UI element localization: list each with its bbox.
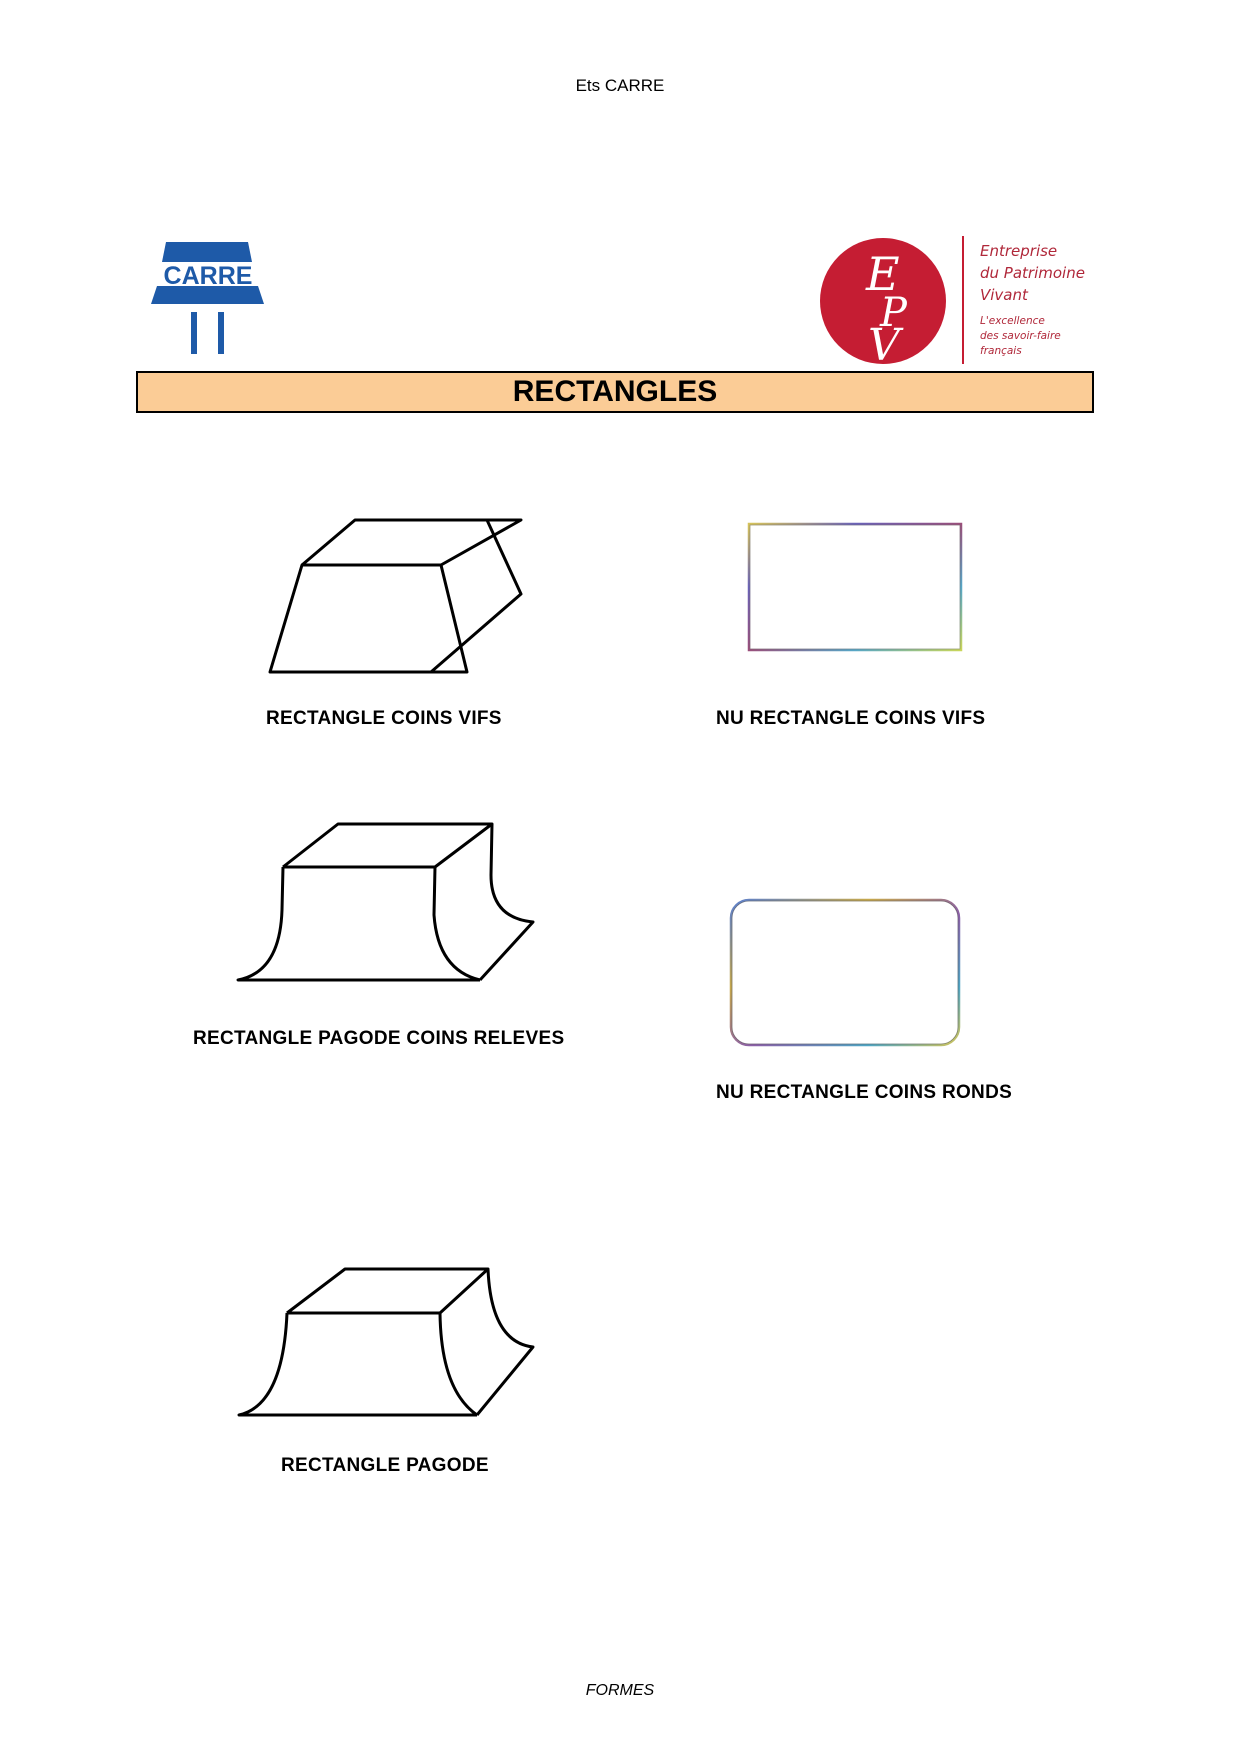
epv-name-line-2: du Patrimoine — [980, 264, 1085, 282]
caption-nu-rectangle-coins-ronds: NU RECTANGLE COINS RONDS — [716, 1082, 1013, 1103]
epv-name-line-3: Vivant — [980, 286, 1028, 304]
carre-logo — [150, 242, 272, 354]
carre-logo-graphic — [150, 242, 272, 354]
epv-circle — [820, 238, 946, 364]
rectangle-coins-vifs-drawing — [260, 510, 530, 680]
epv-logo — [820, 236, 1100, 366]
caption-rectangle-coins-vifs: RECTANGLE COINS VIFS — [266, 708, 502, 729]
epv-letter-p: P — [880, 290, 907, 336]
rectangle-pagode-drawing — [235, 1265, 545, 1425]
page-header: Ets CARRE — [575, 76, 665, 95]
epv-text — [980, 240, 1085, 359]
caption-rectangle-pagode: RECTANGLE PAGODE — [281, 1455, 489, 1476]
page-footer: FORMES — [585, 1682, 655, 1699]
epv-tagline-line-3: français — [980, 345, 1022, 357]
epv-name-line-1: Entreprise — [980, 242, 1058, 260]
epv-tagline-line-2: des savoir-faire — [980, 330, 1061, 342]
carre-logo-text: CARRE — [163, 262, 253, 290]
caption-rectangle-pagode-coins-releves: RECTANGLE PAGODE COINS RELEVES — [193, 1028, 565, 1049]
epv-letter-e: E — [866, 247, 900, 301]
page-title: RECTANGLES — [136, 371, 1094, 413]
nu-rectangle-coins-ronds-drawing — [726, 895, 971, 1055]
epv-tagline-line-1: L'excellence — [980, 315, 1045, 327]
nu-rectangle-coins-vifs-drawing — [745, 520, 970, 660]
epv-letter-v: V — [868, 320, 900, 364]
caption-nu-rectangle-coins-vifs: NU RECTANGLE COINS VIFS — [716, 708, 986, 729]
epv-divider — [962, 236, 964, 364]
rectangle-pagode-coins-releves-drawing — [235, 820, 545, 990]
